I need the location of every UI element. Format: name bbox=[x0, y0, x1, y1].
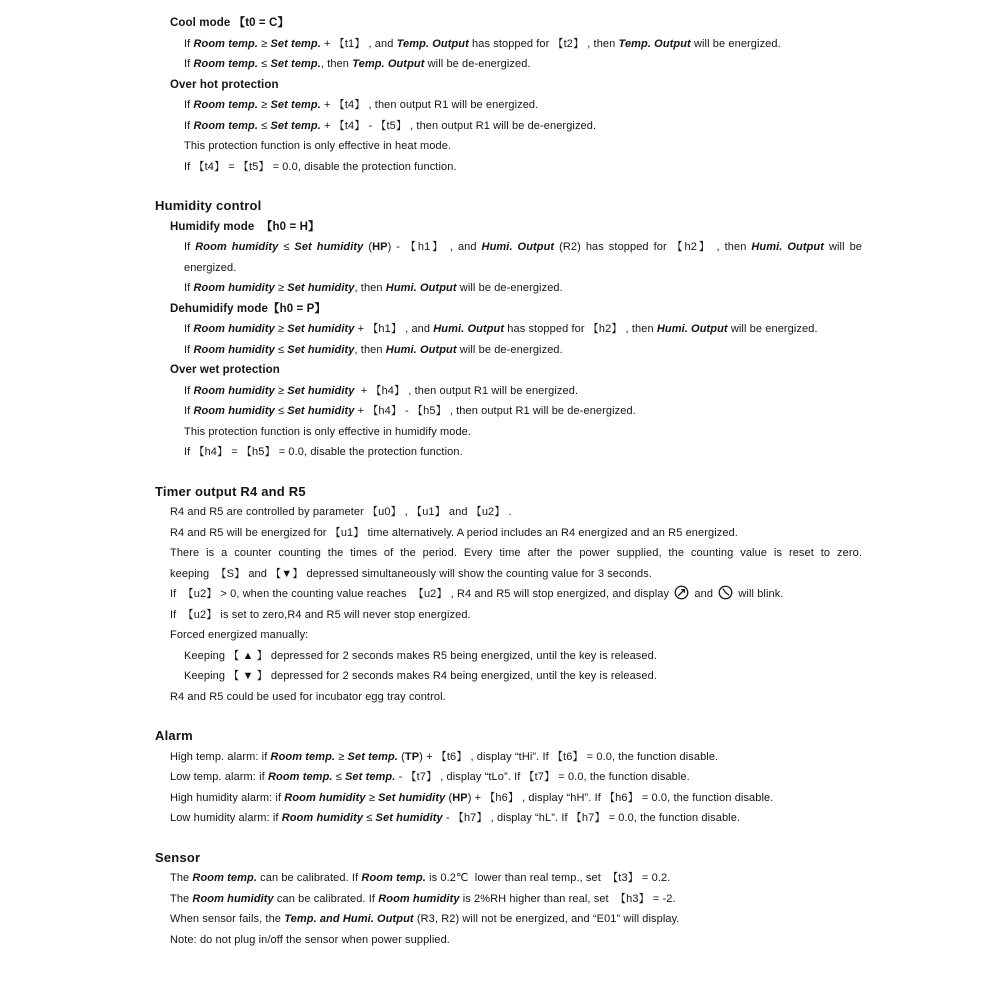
text-run: Low temp. alarm: if bbox=[170, 771, 268, 783]
text-line bbox=[170, 687, 862, 708]
text-run: , then bbox=[354, 282, 386, 294]
term-emphasis: Room humidity bbox=[193, 343, 275, 356]
term-emphasis: Set temp. bbox=[270, 119, 321, 132]
text-run: TP bbox=[404, 750, 420, 763]
text-line bbox=[184, 34, 862, 55]
term-emphasis: Room temp. bbox=[193, 58, 259, 70]
text-line bbox=[184, 136, 862, 157]
text-line bbox=[184, 646, 862, 667]
text-run: This protection function is only effective in humidify mode. bbox=[184, 425, 472, 438]
term-emphasis: Set humidity bbox=[287, 323, 355, 335]
text-run: + 【h1】 , and bbox=[354, 323, 434, 335]
text-run: The bbox=[170, 872, 193, 884]
text-run: If bbox=[184, 384, 194, 397]
term-emphasis: Temp. Output bbox=[352, 58, 425, 70]
section-sensor bbox=[155, 848, 862, 951]
text-run: + 【t4】 , then output R1 will be energized. bbox=[320, 99, 539, 111]
term-emphasis: Temp. Output bbox=[618, 37, 691, 50]
term-emphasis: Humi. Output bbox=[656, 323, 728, 335]
term-emphasis: Set humidity bbox=[287, 405, 355, 417]
text-run: ≤ bbox=[332, 771, 345, 783]
text-run: Humidify mode 【h0 = H】 bbox=[170, 220, 320, 233]
section-alarm bbox=[155, 726, 862, 829]
text-run: ( bbox=[445, 791, 453, 804]
text-run: Over wet protection bbox=[170, 364, 280, 376]
text-run: ≥ bbox=[274, 282, 288, 294]
term-emphasis: Room temp. bbox=[193, 119, 259, 132]
term-emphasis: Temp. Output bbox=[396, 37, 469, 50]
term-emphasis: Humi. Output bbox=[481, 241, 555, 253]
text-run: The bbox=[170, 892, 193, 905]
term-emphasis: Humi. Output bbox=[751, 241, 825, 253]
text-line bbox=[184, 381, 862, 402]
term-emphasis: Set humidity bbox=[287, 384, 355, 397]
text-run: has stopped for 【t2】 , then bbox=[468, 37, 619, 50]
term-emphasis: Room humidity bbox=[195, 241, 279, 253]
text-run: When sensor fails, the bbox=[170, 913, 285, 925]
text-run: If bbox=[184, 37, 194, 50]
term-emphasis: Humi. Output bbox=[433, 323, 505, 335]
text-run: ) + 【t6】 , display “tHi”. If 【t6】 = 0.0, the function disable. bbox=[419, 750, 719, 763]
text-run: ≤ bbox=[258, 58, 271, 70]
text-run: , then bbox=[320, 58, 353, 70]
subsection-heading bbox=[170, 360, 862, 381]
term-emphasis: Set temp. bbox=[347, 750, 398, 763]
text-line bbox=[184, 401, 862, 422]
text-run: ≥ bbox=[258, 37, 271, 50]
text-line bbox=[170, 747, 862, 768]
section-heading bbox=[155, 482, 862, 503]
text-run: High humidity alarm: if bbox=[170, 791, 285, 804]
term-emphasis: Set temp. bbox=[345, 771, 396, 783]
text-run: If bbox=[184, 119, 194, 132]
subsection-heading bbox=[170, 217, 862, 238]
text-run: ≤ bbox=[274, 405, 288, 417]
subsection-heading bbox=[170, 299, 862, 320]
text-line bbox=[170, 502, 862, 523]
text-line bbox=[170, 564, 862, 585]
text-run: If bbox=[184, 323, 194, 335]
timer-counterclockwise-icon bbox=[717, 584, 734, 601]
text-run: (R3, R2) will not be energized, and “E01” will display. bbox=[413, 913, 680, 925]
text-run: - 【t7】 , display “tLo”. If 【t7】 = 0.0, the function disable. bbox=[395, 771, 690, 783]
text-line bbox=[184, 95, 862, 116]
text-run: has stopped for 【h2】 , then bbox=[504, 323, 657, 335]
text-run: ≤ bbox=[278, 241, 295, 253]
term-emphasis: Room temp. bbox=[267, 771, 333, 783]
text-run: If bbox=[184, 282, 194, 294]
text-run: Timer output R4 and R5 bbox=[155, 483, 306, 499]
term-emphasis: Room humidity bbox=[284, 791, 366, 804]
text-run: ) - 【h1】 , and bbox=[387, 241, 482, 253]
text-run: ≥ bbox=[274, 323, 288, 335]
section-timer-output-r4-r5 bbox=[155, 482, 862, 708]
subsection-heading bbox=[170, 75, 862, 96]
term-emphasis: Room humidity bbox=[281, 812, 364, 824]
text-run: HP bbox=[452, 791, 468, 804]
text-run: will be energized. bbox=[727, 323, 818, 335]
text-line bbox=[184, 422, 862, 443]
text-line bbox=[170, 909, 862, 930]
text-run: and bbox=[691, 588, 717, 600]
term-emphasis: Room humidity bbox=[193, 323, 275, 335]
text-run: + 【t4】 - 【t5】 , then output R1 will be de-energized. bbox=[320, 119, 597, 132]
term-emphasis: Set temp. bbox=[270, 58, 321, 70]
text-run: - 【h7】 , display “hL”. If 【h7】 = 0.0, the function disable. bbox=[442, 812, 741, 824]
text-run: ≥ bbox=[258, 99, 271, 111]
term-emphasis: Room humidity bbox=[193, 405, 275, 417]
section-heading bbox=[155, 196, 862, 217]
text-run: is 0.2℃ lower than real temp., set 【t3】 = 0.2. bbox=[425, 872, 671, 884]
term-emphasis: Room temp. bbox=[361, 872, 426, 884]
text-run: ( bbox=[397, 750, 405, 763]
text-run: ) + 【h6】 , display “hH”. If 【h6】 = 0.0, the function disable. bbox=[467, 791, 774, 804]
text-line bbox=[170, 868, 862, 889]
text-line bbox=[170, 625, 862, 646]
term-emphasis: Temp. and Humi. Output bbox=[284, 913, 414, 925]
text-line bbox=[184, 237, 862, 258]
term-emphasis: Set humidity bbox=[294, 241, 364, 253]
term-emphasis: Room humidity bbox=[193, 384, 275, 397]
term-emphasis: Set temp. bbox=[270, 99, 321, 111]
text-run: Over hot protection bbox=[170, 78, 279, 91]
term-emphasis: Set humidity bbox=[375, 812, 443, 824]
text-run: If 【u2】 is set to zero,R4 and R5 will never stop energized. bbox=[170, 608, 471, 621]
text-line bbox=[184, 442, 862, 463]
term-emphasis: Room temp. bbox=[192, 872, 257, 884]
text-line bbox=[170, 584, 862, 605]
term-emphasis: Set temp. bbox=[270, 37, 321, 50]
text-line bbox=[184, 319, 862, 340]
text-run: will be de-energized. bbox=[424, 58, 531, 70]
text-line bbox=[184, 278, 862, 299]
text-line bbox=[170, 788, 862, 809]
text-run: R4 and R5 are controlled by parameter 【u0】 , 【u1】 and 【u2】 . bbox=[170, 506, 512, 518]
text-run: will be de-energized. bbox=[456, 343, 563, 356]
term-emphasis: Room temp. bbox=[270, 750, 336, 763]
term-emphasis: Set humidity bbox=[287, 343, 355, 356]
text-line bbox=[184, 340, 862, 361]
text-run: Keeping 【 ▲ 】 depressed for 2 seconds makes R5 being energized, until the key is released. bbox=[184, 649, 657, 662]
text-line bbox=[184, 258, 862, 279]
section-temperature-control-modes bbox=[155, 13, 862, 177]
text-run: will be de-energized. bbox=[456, 282, 563, 294]
text-run: High temp. alarm: if bbox=[170, 750, 271, 763]
text-run: HP bbox=[372, 241, 388, 253]
term-emphasis: Set humidity bbox=[378, 791, 446, 804]
text-run: If bbox=[184, 343, 194, 356]
text-run: ≤ bbox=[363, 812, 376, 824]
text-run: If bbox=[184, 99, 194, 111]
text-run: ( bbox=[363, 241, 373, 253]
text-run: Note: do not plug in/off the sensor when power supplied. bbox=[170, 933, 450, 946]
section-humidity-control bbox=[155, 196, 862, 463]
text-run: This protection function is only effective in heat mode. bbox=[184, 140, 452, 152]
text-run: If bbox=[184, 58, 194, 70]
text-run: energized. bbox=[184, 261, 237, 274]
term-emphasis: Humi. Output bbox=[385, 282, 457, 294]
text-run: If 【h4】 = 【h5】 = 0.0, disable the protection function. bbox=[184, 446, 463, 458]
text-run: ≥ bbox=[274, 384, 288, 397]
text-line bbox=[184, 116, 862, 137]
text-run: , then bbox=[354, 343, 386, 356]
text-run: will be bbox=[824, 241, 863, 253]
text-run: If bbox=[184, 405, 194, 417]
text-line bbox=[170, 523, 862, 544]
document-body bbox=[155, 13, 862, 950]
text-run: Low humidity alarm: if bbox=[170, 812, 282, 824]
text-run: ≥ bbox=[365, 791, 379, 804]
text-run: will blink. bbox=[735, 588, 784, 600]
term-emphasis: Room temp. bbox=[193, 99, 259, 111]
text-line bbox=[170, 543, 862, 564]
text-run: Keeping 【 ▼ 】 depressed for 2 seconds makes R4 being energized, until the key is released. bbox=[184, 670, 657, 682]
term-emphasis: Humi. Output bbox=[385, 343, 457, 356]
text-run: There is a counter counting the times of the period. Every time after the power supplied, the counting value is reset to zero. bbox=[170, 547, 862, 559]
text-run: Alarm bbox=[155, 728, 193, 743]
text-run: is 2%RH higher than real, set 【h3】 = -2. bbox=[459, 892, 676, 905]
text-run: R4 and R5 could be used for incubator egg tray control. bbox=[170, 690, 446, 703]
text-run: can be calibrated. If bbox=[273, 892, 379, 905]
text-line bbox=[184, 157, 862, 178]
term-emphasis: Room temp. bbox=[193, 37, 259, 50]
text-line bbox=[170, 930, 862, 951]
section-heading bbox=[155, 726, 862, 747]
text-run: ≤ bbox=[274, 343, 288, 356]
timer-clockwise-icon bbox=[673, 584, 690, 601]
text-run: + 【h4】 , then output R1 will be energized. bbox=[354, 384, 579, 397]
text-run: can be calibrated. If bbox=[256, 872, 362, 884]
text-line bbox=[170, 808, 862, 829]
term-emphasis: Room humidity bbox=[193, 282, 275, 294]
text-line bbox=[184, 54, 862, 75]
term-emphasis: Room humidity bbox=[378, 892, 460, 905]
text-run: (R2) has stopped for 【h2】 , then bbox=[554, 241, 752, 253]
text-run: ≥ bbox=[335, 750, 348, 763]
text-run: Forced energized manually: bbox=[170, 629, 309, 641]
text-run: keeping 【S】 and 【▼】 depressed simultaneously will show the counting value for 3 seconds. bbox=[170, 567, 653, 580]
text-run: If 【t4】 = 【t5】 = 0.0, disable the protection function. bbox=[184, 160, 457, 173]
text-run: Humidity control bbox=[155, 198, 262, 213]
text-run: R4 and R5 will be energized for 【u1】 time alternatively. A period includes an R4 energized and an R5 energized. bbox=[170, 526, 738, 539]
text-line bbox=[170, 605, 862, 626]
text-run: will be energized. bbox=[690, 37, 781, 50]
text-run: + 【h4】 - 【h5】 , then output R1 will be de-energized. bbox=[354, 405, 636, 417]
text-line bbox=[170, 889, 862, 910]
text-run: + 【t1】 , and bbox=[320, 37, 397, 50]
text-run: Dehumidify mode【h0 = P】 bbox=[170, 302, 326, 315]
text-run: If bbox=[184, 241, 196, 253]
text-run: If 【u2】 > 0, when the counting value reaches 【u2】 , R4 and R5 will stop energized, and display bbox=[170, 588, 673, 600]
text-run: Sensor bbox=[155, 849, 201, 865]
subsection-heading bbox=[170, 13, 862, 34]
section-heading bbox=[155, 848, 862, 869]
term-emphasis: Set humidity bbox=[287, 282, 355, 294]
term-emphasis: Room humidity bbox=[192, 892, 274, 905]
text-line bbox=[170, 767, 862, 788]
text-line bbox=[184, 666, 862, 687]
text-run: ≤ bbox=[258, 119, 271, 132]
text-run: Cool mode 【t0 = C】 bbox=[170, 17, 290, 29]
